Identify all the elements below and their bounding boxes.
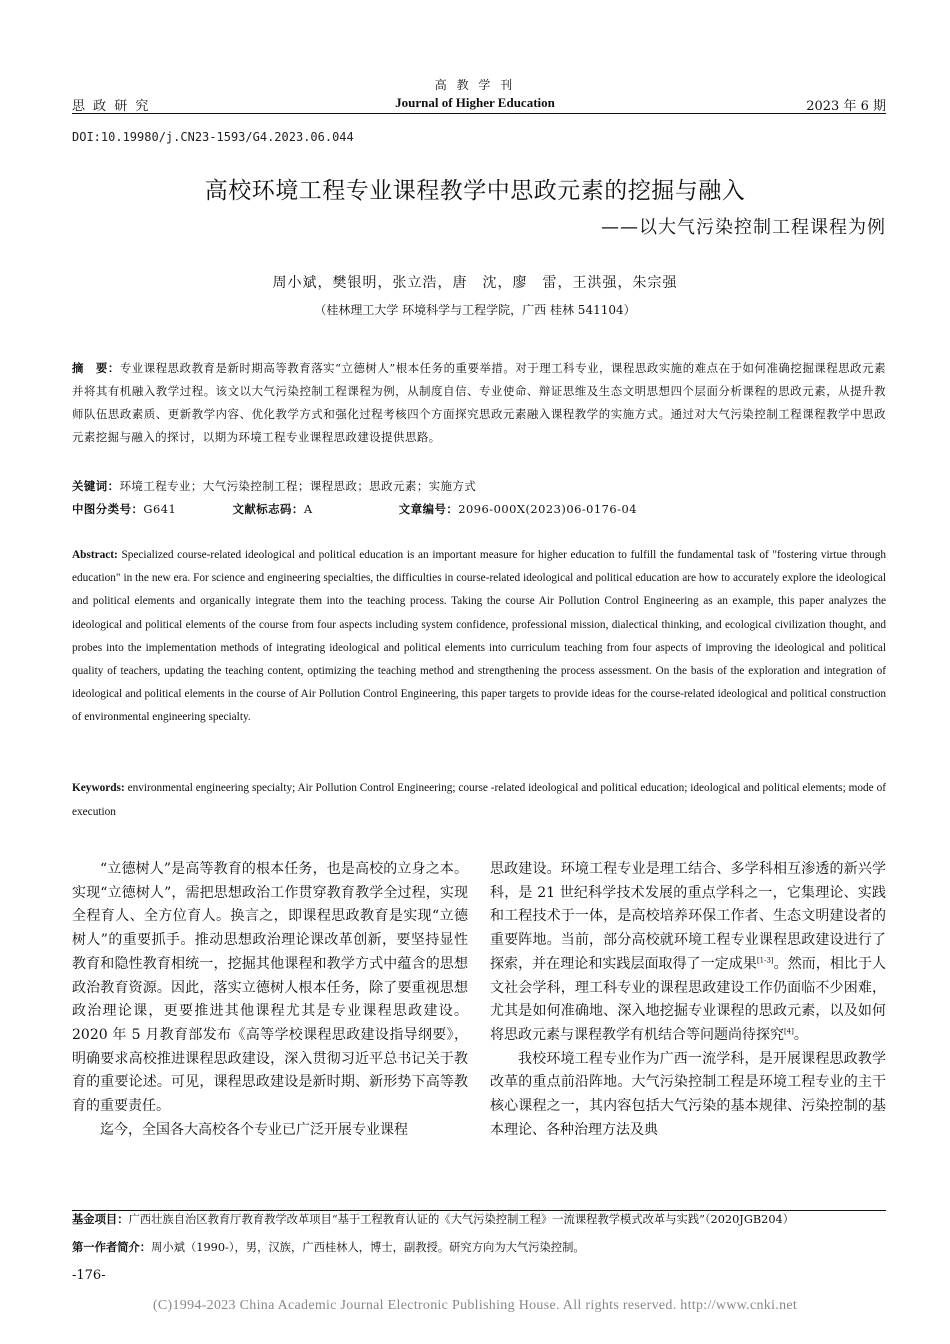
doc-code-value: A <box>303 502 313 516</box>
author-note-label: 第一作者简介： <box>72 1241 152 1254</box>
abstract-en-text: Specialized course-related ideological and political education is an important measure for higher education to fulfill the fundamental task of "fostering virtue through education" in the new era. For science and engineering specialties, the difficulties in course-related ideological and political education are how to accurately explore the ideological and political elements and organically integrate them into the teaching process. Taking the course Air Pollution Control Engineering as an example, this paper analyzes the ideological and political elements of the course from four aspects including system confidence, professional mission, dialectical thinking, and ecological civilization thought, and probes into the implementation methods of integrating ideological and political elements into curriculum teaching from four aspects of improving the ideological and political quality of teachers, updating the teaching content, optimizing the teaching method and strengthening the process assessment. On the basis of the exploration and integration of ideological and political elements in the course of Air Pollution Control Engineering, this paper targets to provide ideas for the course-related ideological and political construction of environmental engineering specialty. <box>72 549 886 724</box>
fund-text: 广西壮族自治区教育厅教育教学改革项目“基于工程教育认证的《大气污染控制工程》一流课程教学模式改革与实践”（2020JGB204） <box>128 1213 795 1226</box>
clc-value: G641 <box>143 502 177 516</box>
journal-name-cn: 高 教 学 刊 <box>434 78 516 92</box>
keywords-en-label: Keywords: <box>72 782 125 794</box>
citation-ref: [1-3] <box>756 956 774 965</box>
keywords-en <box>72 777 886 824</box>
article-id-label: 文章编号： <box>398 502 459 516</box>
copyright-watermark: (C)1994-2023 China Academic Journal Electronic Publishing House. All rights reserved. http://www.cnki.net <box>152 1298 798 1313</box>
body-column-right <box>490 858 886 1142</box>
body-column-left <box>72 858 468 1142</box>
keywords-cn-label: 关键词： <box>72 479 120 493</box>
abstract-cn <box>72 357 886 449</box>
author-list: 周小斌，樊银明，张立浩，唐 沈，廖 雷，王洪强，朱宗强 <box>272 275 678 291</box>
abstract-en-label: Abstract: <box>72 549 118 561</box>
body-text: 思政建设。环境工程专业是理工结合、多学科相互渗透的新兴学科，是 21 世纪科学技术发展的重点学科之一，它集理论、实践和工程技术于一体，是高校培养环保工作者、生态文明建设者的重要阵地。当前，部分高校就环境工程专业课程思政建设进行了探索，并在理论和实践层面取得了一定成果 <box>490 861 886 972</box>
fund-note <box>72 1214 886 1227</box>
clc-label: 中图分类号： <box>72 502 144 516</box>
paper-subtitle: ——以大气污染控制工程课程为例 <box>601 217 886 238</box>
abstract-cn-text: 专业课程思政教育是新时期高等教育落实“立德树人”根本任务的重要举措。对于理工科专业，课程思政实施的难点在于如何准确挖掘课程思政元素并将其有机融入教学过程。该文以大气污染控制工程课程为例，从制度自信、专业使命、辩证思维及生态文明思想四个层面分析课程的思政元素，从提升教师队伍思政素质、更新教学内容、优化教学方式和强化过程考核四个方面探究思政元素融入课程教学的实施方式。通过对大气污染控制工程课程教学中思政元素挖掘与融入的探讨，以期为环境工程专业课程思政建设提供思路。 <box>72 361 886 444</box>
doc-code-label: 文献标志码： <box>232 502 304 516</box>
paper-title: 高校环境工程专业课程教学中思政元素的挖掘与融入 <box>204 178 746 204</box>
body-paragraph: 我校环境工程专业作为广西一流学科，是开展课程思政教学改革的重点前沿阵地。大气污染控制工程是环境工程专业的主干核心课程之一，其内容包括大气污染的基本规律、污染控制的基本理论、各种治理方法及典 <box>490 1050 886 1138</box>
citation-ref: [4] <box>784 1027 794 1036</box>
footnote-rule <box>72 1210 886 1211</box>
keywords-cn-text: 环境工程专业；大气污染控制工程；课程思政；思政元素；实施方式 <box>119 479 477 493</box>
keywords-en-text: environmental engineering specialty; Air Pollution Control Engineering; course -related ideological and political education; ideological and political elements; mode of execution <box>72 782 886 818</box>
journal-name-en: Journal of Higher Education <box>395 95 555 110</box>
fund-label: 基金项目： <box>72 1213 129 1226</box>
body-paragraph <box>490 858 886 1048</box>
issue-label: 2023 年 6 期 <box>806 99 886 114</box>
classification-line <box>72 498 886 521</box>
page-number: -176- <box>72 1268 106 1283</box>
affiliation: （桂林理工大学 环境科学与工程学院，广西 桂林 541104） <box>314 303 636 317</box>
body-text: 。然而，相比于人文社会学科，理工科专业的课程思政建设工作仍面临不少困难，尤其是如何准确地、深入地挖掘专业课程的思政元素，以及如何将思政元素与课程教学有机结合等问题尚待探究 <box>490 955 886 1043</box>
keywords-cn <box>72 475 886 498</box>
abstract-en <box>72 544 886 730</box>
body-paragraph: 迄今，全国各大高校各个专业已广泛开展专业课程 <box>100 1121 408 1138</box>
doi: DOI:10.19980/j.CN23-1593/G4.2023.06.044 <box>72 130 354 144</box>
abstract-cn-label: 摘 要： <box>72 361 120 375</box>
body-paragraph: “立德树人”是高等教育的根本任务，也是高校的立身之本。实现“立德树人”，需把思想政治工作贯穿教育教学全过程，实现全程育人、全方位育人。换言之，即课程思政教育是实现“立德树人”的重要抓手。推动思想政治理论课改革创新，要坚持显性教育和隐性教育相统一，挖掘其他课程和教学方式中蕴含的思想政治教育资源。因此，落实立德树人根本任务，除了要重视思想政治理论课，更要推进其他课程尤其是专业课程思政建设。2020 年 5 月教育部发布《高等学校课程思政建设指导纲要》，明确要求高校推进课程思政建设，深入贯彻习近平总书记关于教育的重要论述。可见，课程思政建设是新时期、新形势下高等教育的重要责任。 <box>72 861 468 1115</box>
article-id-value: 2096-000X(2023)06-0176-04 <box>458 502 638 516</box>
section-label: 思 政 研 究 <box>72 99 151 114</box>
author-note-text: 周小斌（1990-），男，汉族，广西桂林人，博士，副教授。研究方向为大气污染控制。 <box>151 1241 585 1254</box>
body-text: 。 <box>793 1026 808 1043</box>
author-note <box>72 1242 886 1255</box>
header-rule <box>72 113 886 114</box>
